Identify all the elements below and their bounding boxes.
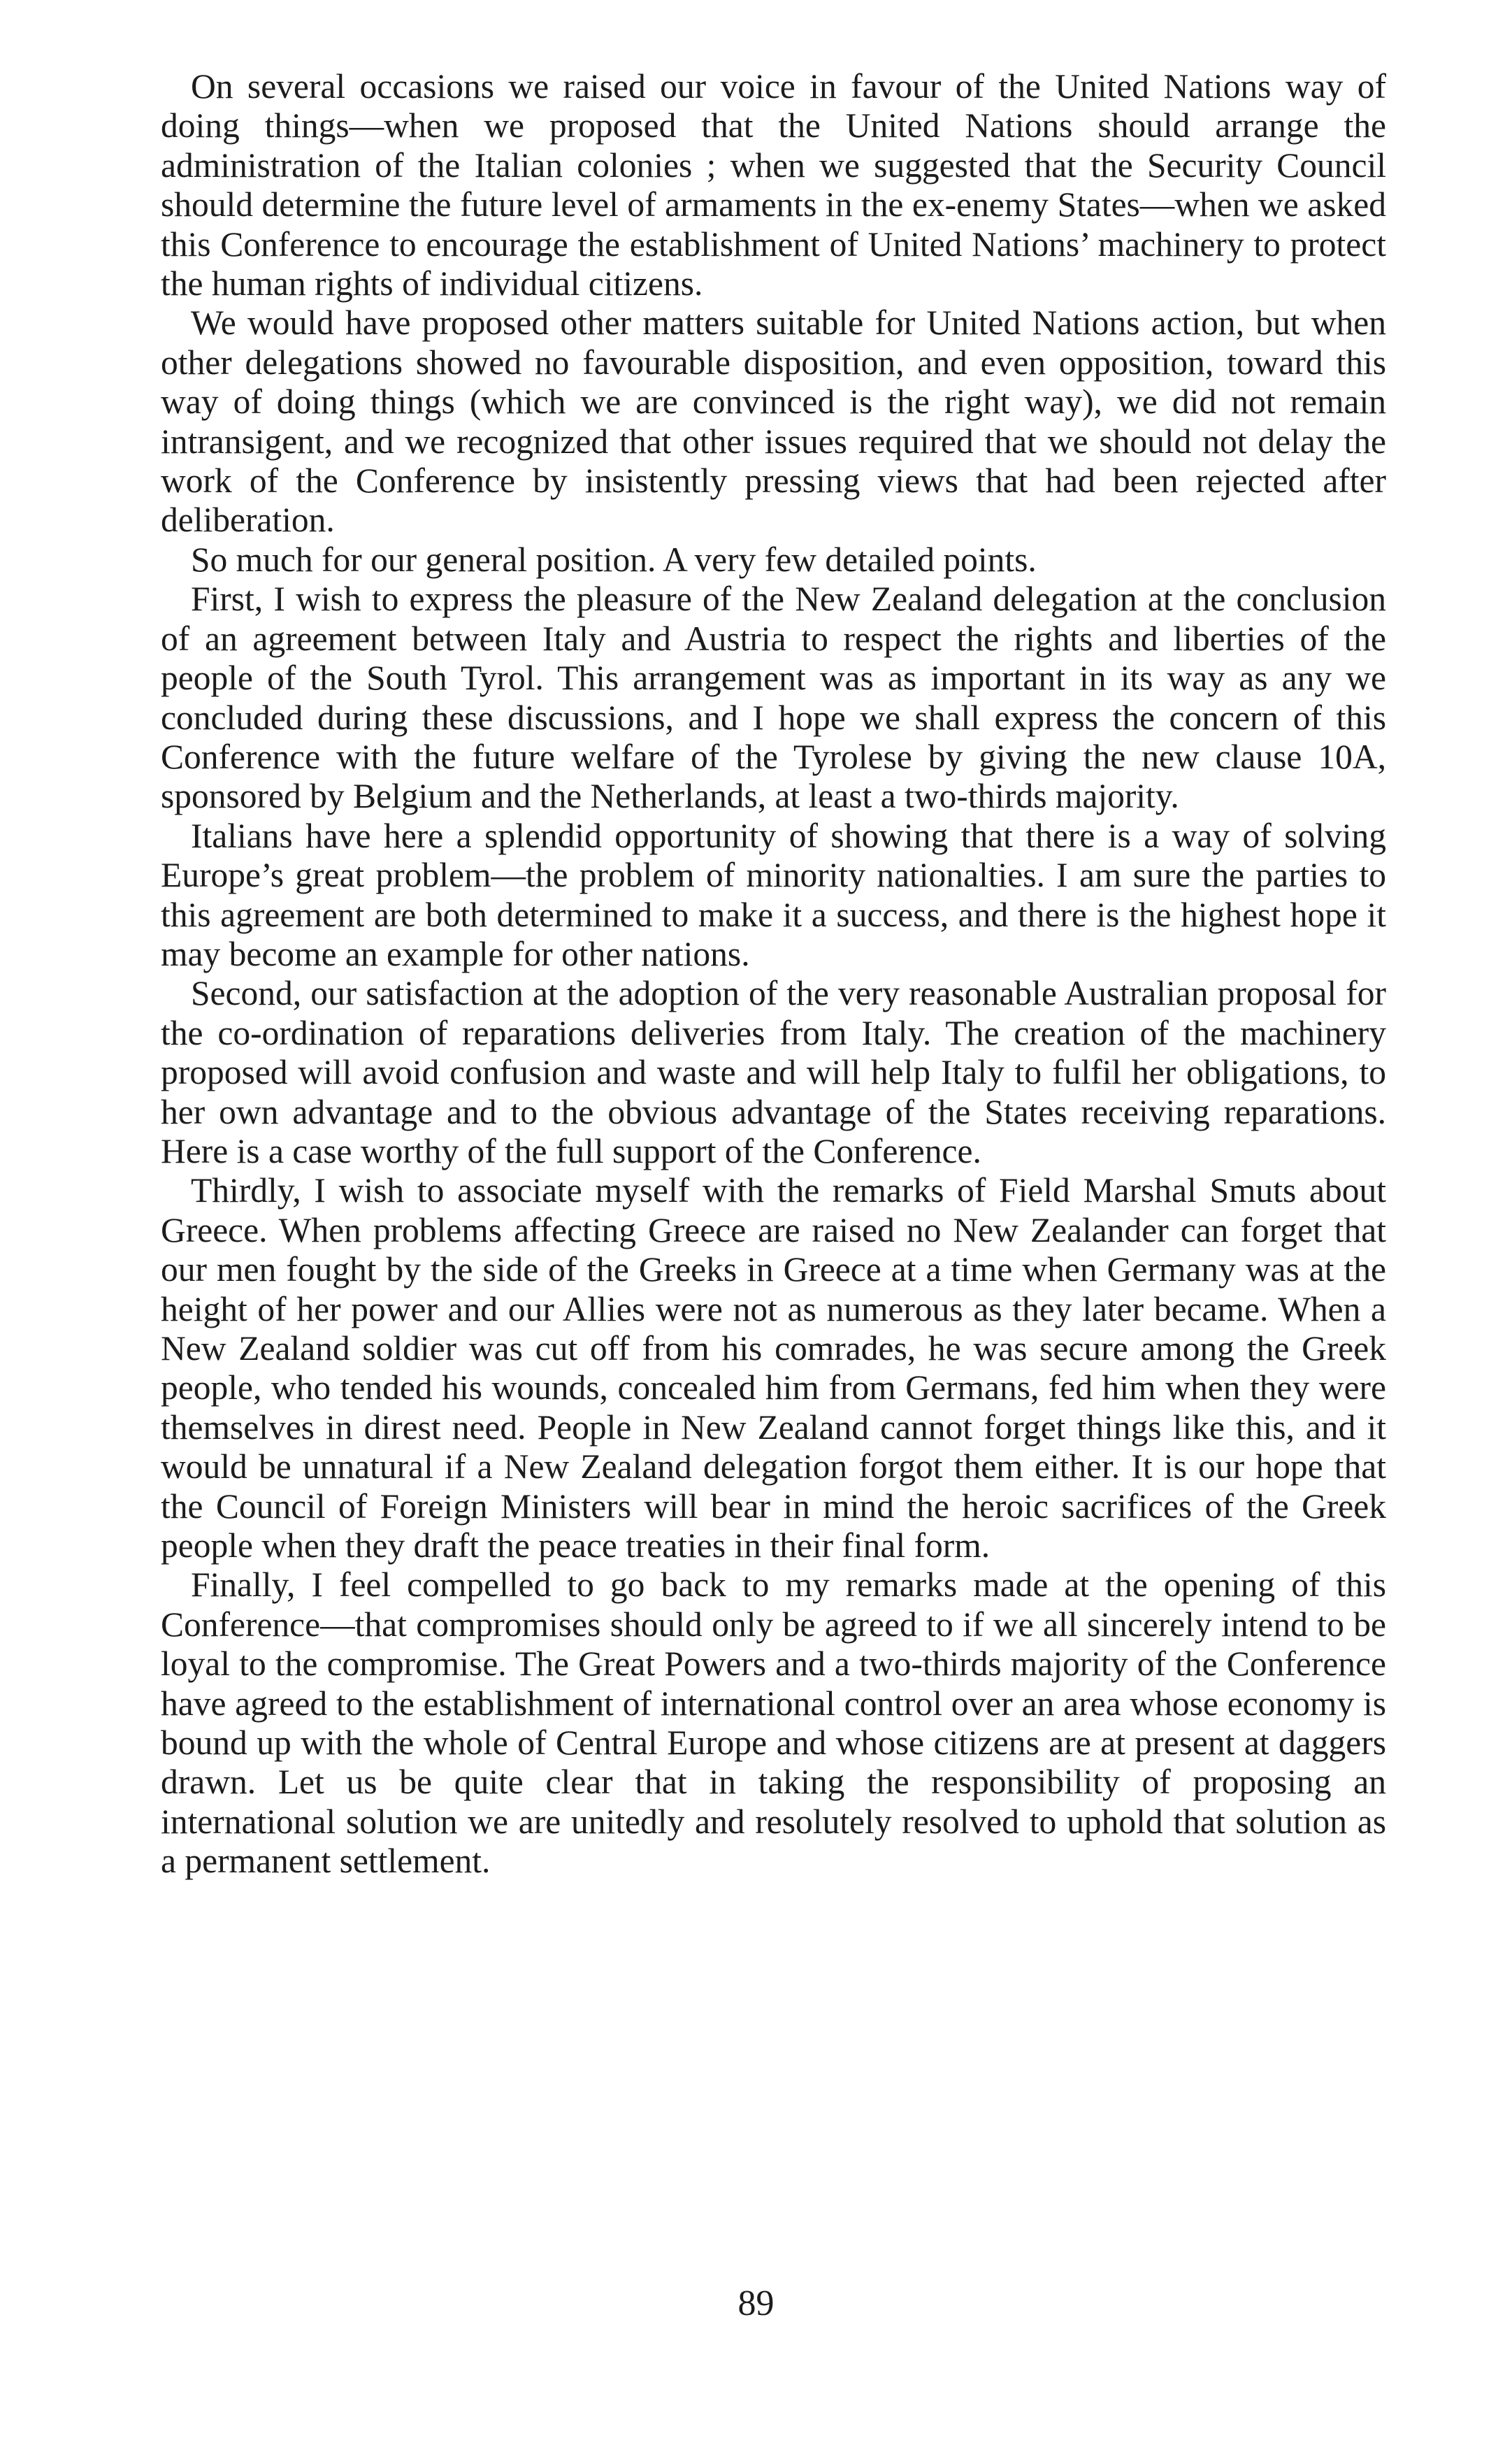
- paragraph-international-control: Finally, I feel compelled to go back to my remarks made at the opening of this Conference—that compromises should only be agreed to if we all sincerely intend to be loyal to the compromise. The Great Powers and a two-thirds majority of the Conference have agreed to the establishment of international control over an area whose economy is bound up with the whole of Central Europe and whose citizens are at present at daggers drawn. Let us be quite clear that in taking the responsibility of proposing an international solution we are unitedly and resolutely resolved to uphold that solution as a permanent settlement.: [161, 1565, 1386, 1881]
- page-number: 89: [737, 2283, 775, 2323]
- paragraph-minority-nationalities: Italians have here a splendid opportunity of showing that there is a way of solving Europe’s great problem—the problem of minority nationalties. I am sure the parties to this agreement are both determined to make it a success, and there is the highest hope it may become an example for other nations.: [161, 816, 1386, 973]
- page-body: [161, 67, 1386, 1881]
- paragraph-general-position: So much for our general position. A very few detailed points.: [191, 540, 1037, 579]
- paragraph-reparations: Second, our satisfaction at the adoption of the very reasonable Australian proposal for the co-ordination of reparations deliveries from Italy. The creation of the machinery proposed will avoid confusion and waste and will help Italy to fulfil her obligations, to her own advantage and to the obvious advantage of the States receiving reparations. Here is a case worthy of the full support of the Conference.: [161, 974, 1386, 1170]
- paragraph-greece: Thirdly, I wish to associate myself with the remarks of Field Marshal Smuts about Greece. When problems affecting Greece are raised no New Zealander can forget that our men fought by the side of the Greeks in Greece at a time when Germany was at the height of her power and our Allies were not as numerous as they later became. When a New Zealand soldier was cut off from his comrades, he was secure among the Greek people, who tended his wounds, concealed him from Germans, fed him when they were themselves in direst need. People in New Zealand cannot forget things like this, and it would be unnatural if a New Zealand delegation forgot them either. It is our hope that the Council of Foreign Ministers will bear in mind the heroic sacrifices of the Greek people when they draft the peace treaties in their final form.: [161, 1171, 1386, 1565]
- paragraph-south-tyrol: First, I wish to express the pleasure of the New Zealand delegation at the conclusion of an agreement between Italy and Austria to respect the rights and liberties of the people of the South Tyrol. This arrangement was as important in its way as any we concluded during these discussions, and I hope we shall express the concern of this Conference with the future welfare of the Tyrolese by giving the new clause 10A, sponsored by Belgium and the Netherlands, at least a two-thirds majority.: [161, 580, 1386, 816]
- paragraph-united-nations-way: On several occasions we raised our voice in favour of the United Nations way of doing things—when we proposed that the United Nations should arrange the administration of the Italian colonies ; when we suggested that the Security Council should determine the future level of armaments in the ex-enemy States—when we asked this Conference to encourage the establishment of United Nations’ machinery to protect the human rights of individual citizens.: [161, 67, 1386, 303]
- paragraph-other-matters: We would have proposed other matters suitable for United Nations action, but when other delegations showed no favourable disposition, and even opposition, toward this way of doing things (which we are convinced is the right way), we did not remain intransigent, and we recognized that other issues required that we should not delay the work of the Conference by insistently pressing views that had been rejected after deliberation.: [161, 303, 1386, 540]
